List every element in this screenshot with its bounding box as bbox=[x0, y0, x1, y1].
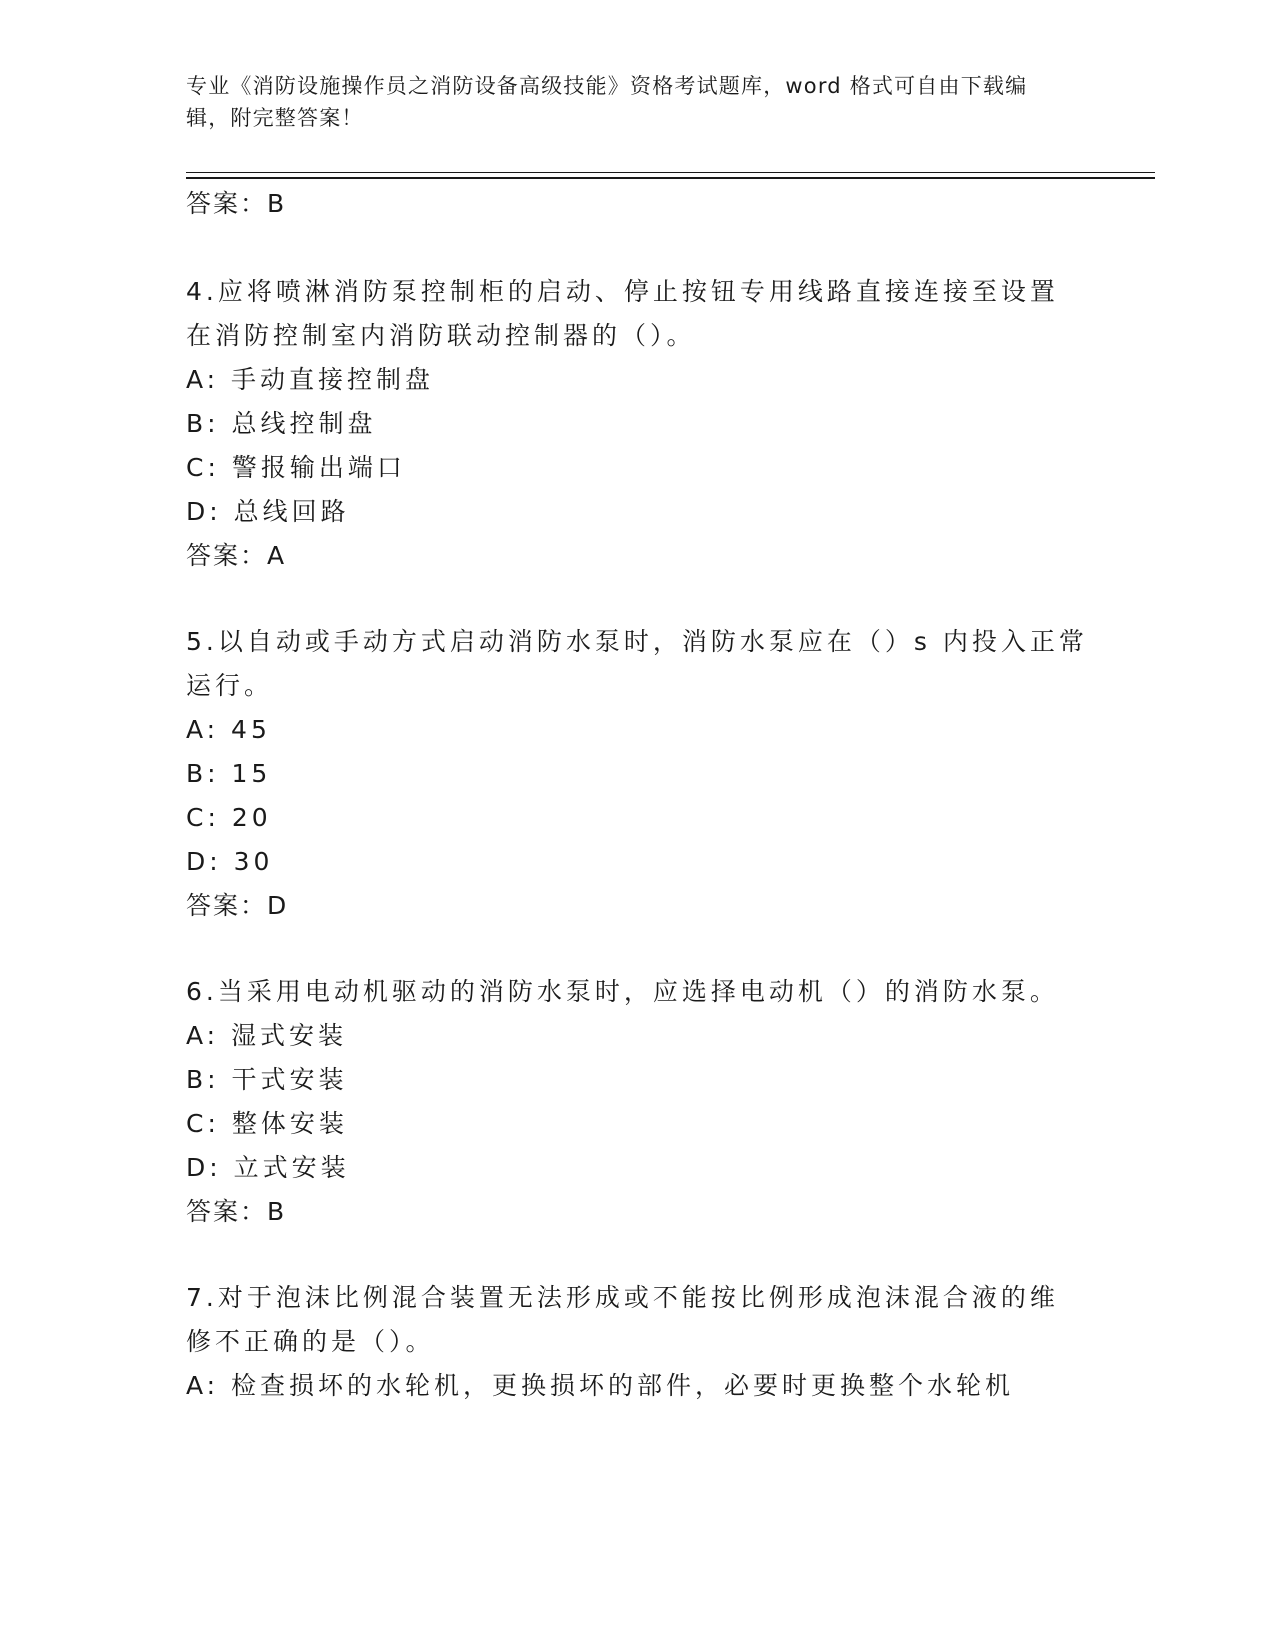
option-b: B: 总线控制盘 bbox=[186, 409, 377, 438]
option-b: B: 干式安装 bbox=[186, 1065, 348, 1094]
question-stem-line: 7.对于泡沫比例混合装置无法形成或不能按比例形成泡沫混合液的维 bbox=[186, 1283, 1059, 1312]
document-header: 专业《消防设施操作员之消防设备高级技能》资格考试题库，word 格式可自由下载编辑，附完整答案！ bbox=[186, 74, 1028, 130]
option-d: D: 总线回路 bbox=[186, 497, 350, 526]
option-d: D: 30 bbox=[186, 847, 274, 876]
header-divider-thick bbox=[186, 177, 1155, 179]
option-b: B: 15 bbox=[186, 759, 272, 788]
option-c: C: 20 bbox=[186, 803, 272, 832]
option-a: A: 手动直接控制盘 bbox=[186, 365, 435, 394]
answer-label: 答案：B bbox=[186, 1197, 287, 1226]
header-divider-thin bbox=[186, 172, 1155, 173]
answer-label: 答案：B bbox=[186, 189, 287, 218]
option-c: C: 警报输出端口 bbox=[186, 453, 406, 482]
question-stem-line: 在消防控制室内消防联动控制器的（）。 bbox=[186, 321, 696, 350]
question-stem-line: 6.当采用电动机驱动的消防水泵时，应选择电动机（）的消防水泵。 bbox=[186, 977, 1059, 1006]
option-a: A: 45 bbox=[186, 715, 271, 744]
question-stem-line: 5.以自动或手动方式启动消防水泵时，消防水泵应在（）s 内投入正常 bbox=[186, 627, 1088, 656]
option-a: A: 检查损坏的水轮机，更换损坏的部件，必要时更换整个水轮机 bbox=[186, 1371, 1015, 1400]
option-a: A: 湿式安装 bbox=[186, 1021, 348, 1050]
question-stem-line: 修不正确的是（）。 bbox=[186, 1327, 435, 1356]
answer-label: 答案：D bbox=[186, 891, 289, 920]
question-stem-line: 4.应将喷淋消防泵控制柜的启动、停止按钮专用线路直接连接至设置 bbox=[186, 277, 1059, 306]
answer-label: 答案：A bbox=[186, 541, 287, 570]
option-c: C: 整体安装 bbox=[186, 1109, 348, 1138]
option-d: D: 立式安装 bbox=[186, 1153, 350, 1182]
question-stem-line: 运行。 bbox=[186, 671, 274, 700]
